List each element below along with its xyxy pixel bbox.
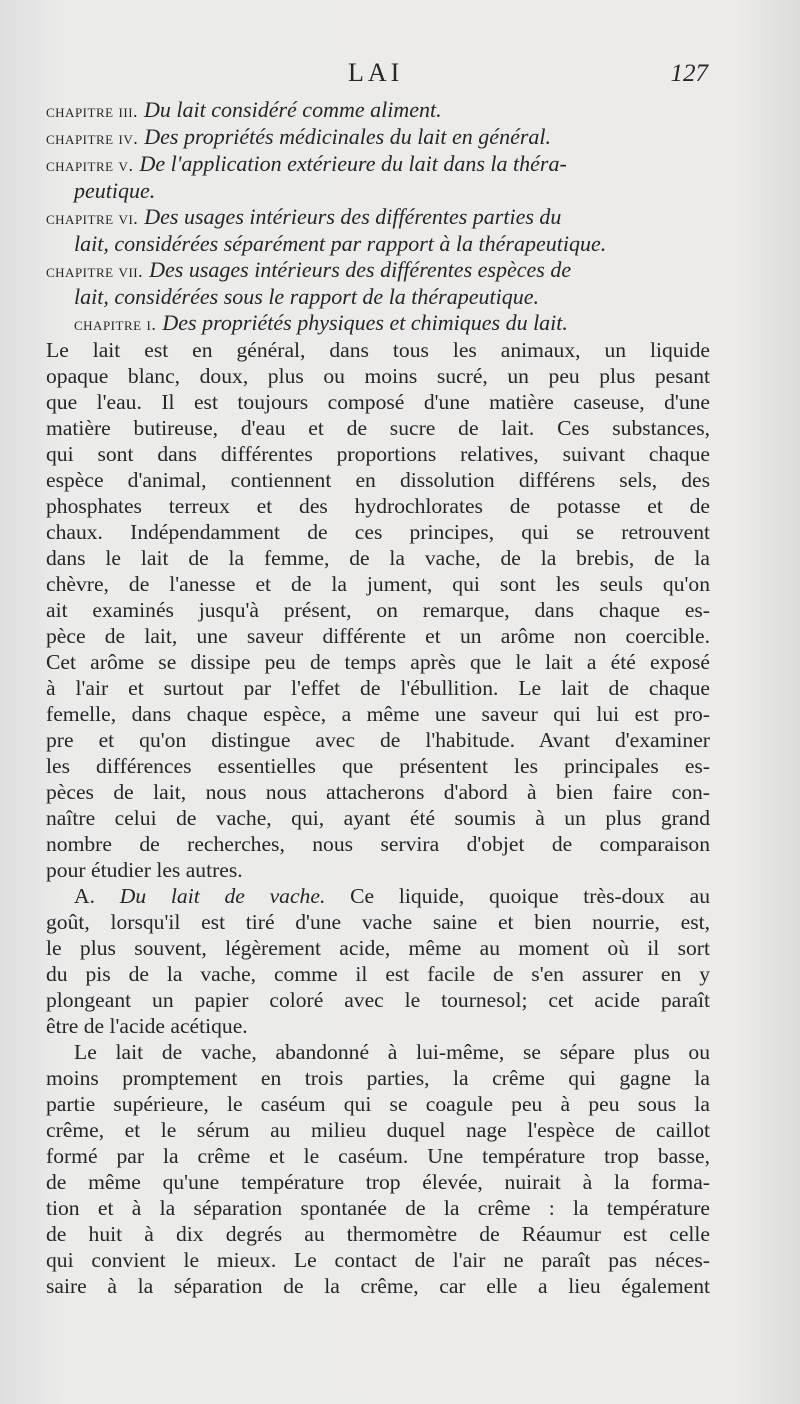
toc-label: chapitre vii. (46, 261, 144, 281)
text-line: tion et à la séparation spontanée de la crême : la température (46, 1196, 710, 1220)
toc-label: chapitre iv. (46, 128, 139, 148)
text-line: pour étudier les autres. (46, 858, 243, 882)
chapter-1-heading (46, 310, 710, 337)
text-line: plongeant un papier coloré avec le tournesol; cet acide paraît (46, 988, 710, 1012)
paragraph-3 (46, 1039, 710, 1299)
text-line: saire à la séparation de la crême, car elle a lieu également (46, 1274, 710, 1298)
toc-title-continuation: lait, considérées sous le rapport de la thérapeutique. (74, 284, 539, 309)
toc-entry-chapter-7 (46, 257, 710, 284)
toc-title-continuation: peutique. (74, 178, 156, 203)
text-line: que l'eau. Il est toujours composé d'une matière caseuse, d'une (46, 390, 710, 414)
text-line: de huit à dix degrés au thermomètre de Réaumur est celle (46, 1222, 710, 1246)
text-line: espèce d'animal, contiennent en dissolution différens sels, des (46, 468, 710, 492)
section-first-line-text: Ce liquide, quoique très-doux au (350, 884, 710, 908)
text-line: moins promptement en trois parties, la crême qui gagne la (46, 1066, 710, 1090)
text-line: les différences essentielles que présentent les principales es- (46, 754, 710, 778)
text-line: goût, lorsqu'il est tiré d'une vache saine et bien nourrie, est, (46, 910, 710, 934)
page-number: 127 (670, 60, 708, 87)
text-line: opaque blanc, doux, plus ou moins sucré, un peu plus pesant (46, 364, 710, 388)
text-line: qui convient le mieux. Le contact de l'air ne paraît pas néces- (46, 1248, 710, 1272)
text-line: dans le lait de la femme, de la vache, de la brebis, de la (46, 546, 710, 570)
section-label: A. (74, 884, 95, 908)
toc-entry-chapter-4 (46, 124, 710, 151)
text-line: matière butireuse, d'eau et de sucre de lait. Ces substances, (46, 416, 710, 440)
text-line: phosphates terreux et des hydrochlorates de potasse et de (46, 494, 710, 518)
text-line: naître celui de vache, qui, ayant été soumis à un plus grand (46, 806, 710, 830)
toc-title: De l'application extérieure du lait dans la théra- (139, 151, 567, 176)
toc-title: Du lait considéré comme aliment. (144, 97, 442, 122)
toc-continuation (46, 284, 710, 310)
toc-title: Des usages intérieurs des différentes espèces de (149, 257, 572, 282)
text-line: formé par la crême et le caséum. Une température trop basse, (46, 1144, 710, 1168)
text-line: Cet arôme se dissipe peu de temps après que le lait a été exposé (46, 650, 710, 674)
text-line: crême, et le sérum au milieu duquel nage l'espèce de caillot (46, 1118, 710, 1142)
text-line: pèces de lait, nous nous attacherons d'abord à bien faire con- (46, 780, 710, 804)
text-line: Le lait est en général, dans tous les animaux, un liquide (46, 338, 710, 362)
text-line: le plus souvent, légèrement acide, même au moment où il sort (46, 936, 710, 960)
text-line: qui sont dans différentes proportions relatives, suivant chaque (46, 442, 710, 466)
section-a-first-line (46, 883, 710, 909)
chapter-title: Des propriétés physiques et chimiques du lait. (162, 310, 568, 335)
toc-label: chapitre v. (46, 155, 134, 175)
text-line: chaux. Indépendamment de ces principes, qui se retrouvent (46, 520, 710, 544)
text-line: à l'air et surtout par l'effet de l'ébullition. Le lait de chaque (46, 676, 710, 700)
toc-title: Des usages intérieurs des différentes parties du (144, 204, 562, 229)
toc-label: chapitre vi. (46, 208, 139, 228)
text-line: Le lait de vache, abandonné à lui-même, se sépare plus ou (74, 1040, 710, 1064)
text-line: nombre de recherches, nous servira d'objet de comparaison (46, 832, 710, 856)
toc-title-continuation: lait, considérées séparément par rapport à la thérapeutique. (74, 231, 607, 256)
text-line: partie supérieure, le caséum qui se coagule peu à peu sous la (46, 1092, 710, 1116)
page-header (0, 58, 800, 98)
text-line: chèvre, de l'anesse et de la jument, qui sont les seuls qu'on (46, 572, 710, 596)
toc-continuation (46, 178, 710, 204)
toc-continuation (46, 231, 710, 257)
page-text (46, 97, 710, 1299)
running-title: LAI (348, 58, 404, 87)
text-line: pre et qu'on distingue avec de l'habitude. Avant d'examiner (46, 728, 710, 752)
toc-label: chapitre iii. (46, 101, 139, 121)
toc-title: Des propriétés médicinales du lait en général. (144, 124, 552, 149)
text-line: être de l'acide acétique. (46, 1014, 248, 1038)
text-line: de même qu'une température trop élevée, nuirait à la forma- (46, 1170, 710, 1194)
chapter-label: chapitre i. (74, 314, 157, 334)
toc-entry-chapter-6 (46, 204, 710, 231)
section-title: Du lait de vache. (119, 884, 326, 908)
paragraph-1 (46, 337, 710, 883)
toc-entry-chapter-5 (46, 151, 710, 178)
text-line: ait examinés jusqu'à présent, on remarque, dans chaque es- (46, 598, 710, 622)
text-line: du pis de la vache, comme il est facile de s'en assurer en y (46, 962, 710, 986)
toc-entry-chapter-3 (46, 97, 710, 124)
section-a-body (46, 909, 710, 1039)
text-line: pèce de lait, une saveur différente et un arôme non coercible. (46, 624, 710, 648)
text-line: femelle, dans chaque espèce, a même une saveur qui lui est pro- (46, 702, 710, 726)
